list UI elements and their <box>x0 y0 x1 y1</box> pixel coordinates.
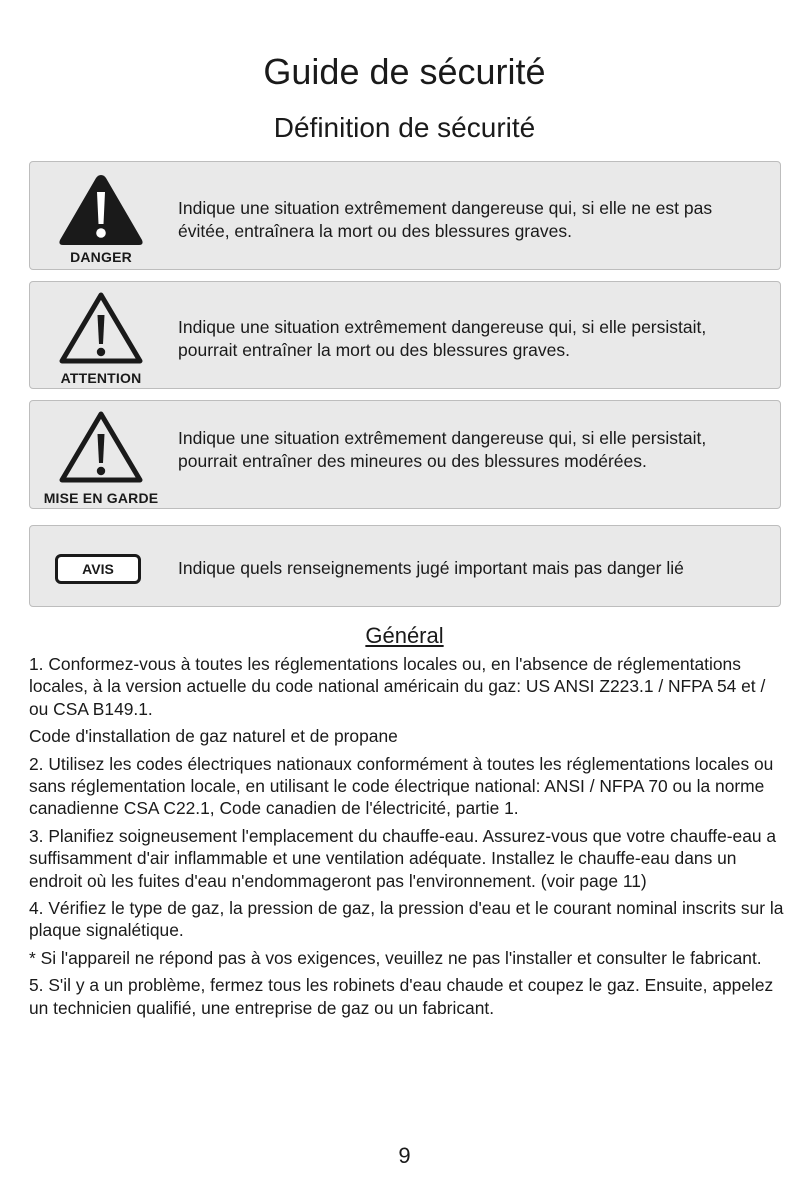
list-item: 3. Planifiez soigneusement l'emplacement du chauffe-eau. Assurez-vous que votre chauffe-eau a suffisamment d'air inflammable et une ventilation adéquate. Installez le chauffe-eau dans un endroit où les fuites d'eau n'endommageront pas l'environnement. (voir page 11) <box>29 825 777 891</box>
signal-text-danger: Indique une situation extrêmement dangereuse qui, si elle ne est pas évitée, entraînera la mort ou des blessures graves. <box>178 198 713 241</box>
page-number: 9 <box>398 1143 411 1168</box>
page-title: Guide de sécurité <box>263 51 546 92</box>
danger-box <box>29 161 781 270</box>
section-title-general: Général <box>365 623 444 648</box>
notice-badge-icon: AVIS <box>55 554 141 584</box>
mise-en-garde-icon-area <box>30 401 172 508</box>
signal-text-mise-en-garde: Indique une situation extrêmement dangereuse qui, si elle persistait, pourrait entraîner des mineures ou des blessures modérées. <box>178 428 707 471</box>
page-subtitle: Définition de sécurité <box>273 112 536 143</box>
signal-label-attention: ATTENTION <box>60 370 142 386</box>
list-item: Code d'installation de gaz naturel et de propane <box>29 726 398 747</box>
list-item: 2. Utilisez les codes électriques nationaux conformément à toutes les réglementations locales ou sans réglementation locale, en utilisant le code électrique national: ANSI / NFPA 70 ou la norme canadienne CSA C22.1, Code canadien de l'électricité, partie 1. <box>29 753 774 819</box>
signal-label-danger: DANGER <box>70 249 132 265</box>
warning-triangle-outline-icon <box>57 408 145 486</box>
avis-box <box>29 525 781 607</box>
list-item: 4. Vérifiez le type de gaz, la pression de gaz, la pression d'eau et le courant nominal inscrits sur la plaque signalétique. <box>29 898 784 941</box>
signal-text-attention: Indique une situation extrêmement dangereuse qui, si elle persistait, pourrait entraîner la mort ou des blessures graves. <box>178 317 707 360</box>
list-item: 5. S'il y a un problème, fermez tous les robinets d'eau chaude et coupez le gaz. Ensuite, appelez un technicien qualifié, une entreprise de gaz ou un fabricant. <box>29 975 774 1018</box>
attention-icon-area <box>30 282 172 388</box>
list-item: * Si l'appareil ne répond pas à vos exigences, veuillez ne pas l'installer et consulter le fabricant. <box>29 947 762 968</box>
signal-label-mise-en-garde: MISE EN GARDE <box>43 490 159 506</box>
mise-en-garde-box <box>29 400 781 509</box>
attention-box <box>29 281 781 389</box>
signal-text-avis: Indique quels renseignements jugé important mais pas danger lié <box>178 558 684 578</box>
list-item: 1. Conformez-vous à toutes les réglementations locales ou, en l'absence de réglementations locales, à la version actuelle du code national américain du gaz: US ANSI Z223.1 / NFPA 54 et / ou CSA B149.1. <box>29 654 766 719</box>
general-list <box>29 653 789 1024</box>
warning-triangle-filled-icon <box>57 172 145 248</box>
warning-triangle-outline-icon <box>57 289 145 367</box>
danger-icon-area <box>30 162 172 269</box>
